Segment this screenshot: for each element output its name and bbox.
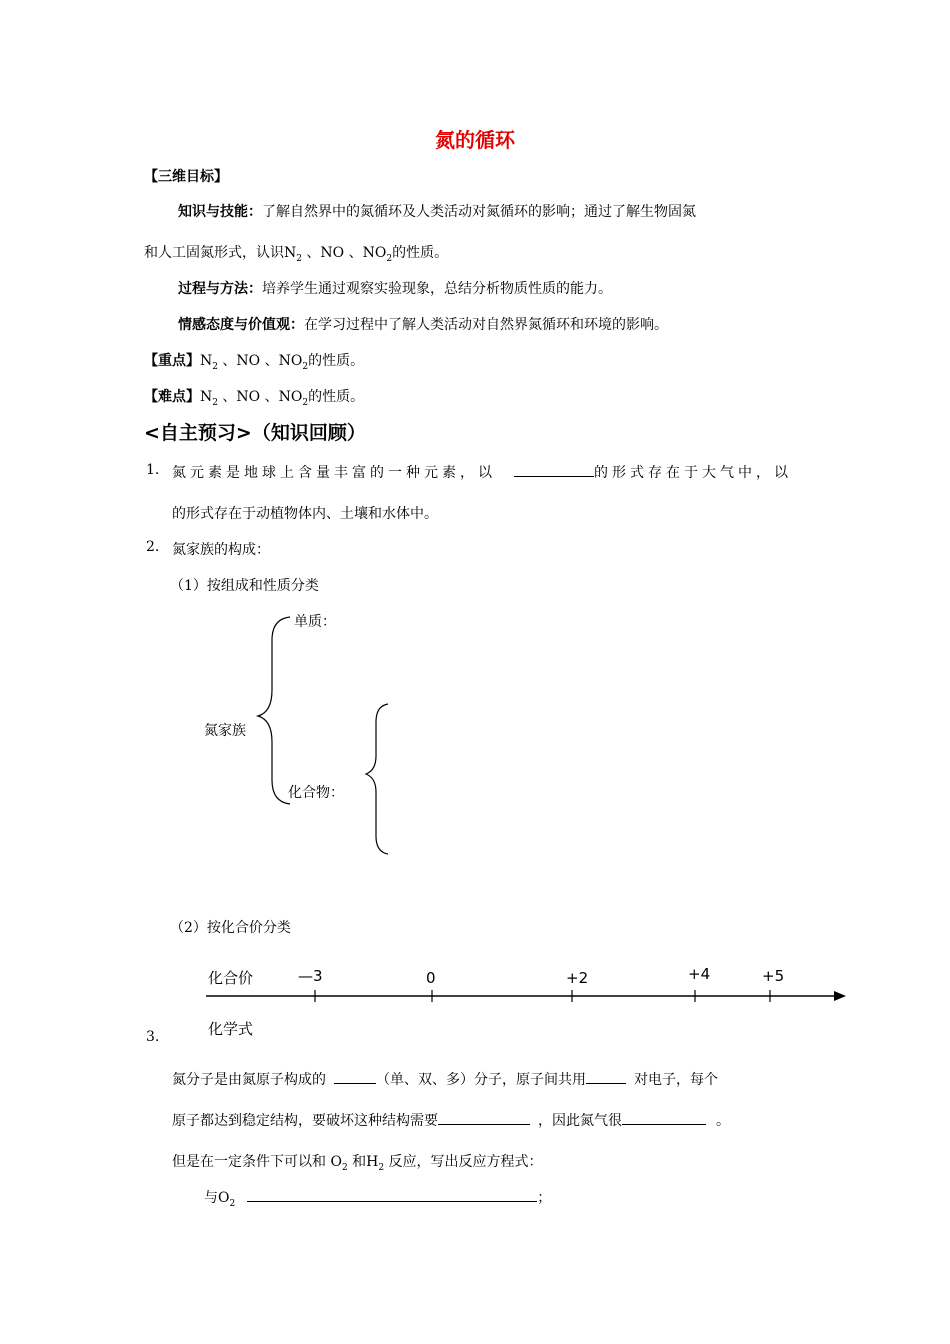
axis-arrow-icon [834, 991, 846, 1001]
knowledge-text-2c: 、NO 、NO [301, 245, 387, 261]
knowledge-sub-2: 2 [386, 253, 393, 264]
q3-blank-3[interactable] [438, 1110, 530, 1125]
q1-text-b: 的形式存在于大气中，以 [594, 465, 792, 481]
emotion-text: 在学习过程中了解人类活动对自然界氮循环和环境的影响。 [304, 317, 668, 333]
process-text: 培养学生通过观察实验现象，总结分析物质性质的能力。 [262, 281, 612, 297]
key-point-sub-a: 2 [212, 361, 218, 372]
knowledge-text-2a: 和人工固氮形式，认识N [144, 245, 297, 261]
preview-heading: <自主预习>（知识回顾） [144, 422, 366, 444]
difficult-point-sub-a: 2 [212, 397, 218, 408]
valence-label: 化合价 [208, 969, 254, 987]
knowledge-text-1: 了解自然界中的氮循环及人类活动对氮循环的影响；通过了解生物固氮 [262, 204, 696, 220]
q3-line-1 [172, 1069, 718, 1089]
valence-value-4: +5 [762, 967, 785, 985]
page-title: 氮的循环 [435, 128, 515, 152]
valence-value-3: +4 [688, 965, 711, 983]
emotion-label: 情感态度与价值观： [178, 317, 304, 333]
q2-sub2: （2）按化合价分类 [170, 920, 291, 936]
q2-sub1: （1）按组成和性质分类 [170, 578, 319, 594]
family-label: 氮家族 [204, 723, 246, 739]
q3-text-1c: 对电子，每个 [634, 1072, 718, 1088]
q2-number: 2. [146, 539, 160, 555]
q3-sub-3: 2 [229, 1198, 236, 1209]
q3-text-4end: ； [537, 1190, 552, 1206]
knowledge-sub-1: 2 [296, 253, 302, 264]
key-point-label: 【重点】 [144, 353, 200, 369]
q3-text-2c: 。 [716, 1113, 730, 1129]
q3-text-3b: 和H [347, 1154, 379, 1170]
q3-line-2 [172, 1110, 730, 1130]
valence-value-0: —3 [298, 967, 323, 985]
goals-heading: 【三维目标】 [144, 169, 228, 185]
key-point-text-b: 、NO 、NO [217, 353, 303, 369]
q3-line-4 [204, 1187, 551, 1209]
q3-text-3c: 反应，写出反应方程式： [384, 1154, 543, 1170]
knowledge-label: 知识与技能： [178, 204, 262, 220]
q3-number: 3. [146, 1029, 160, 1045]
q3-blank-1[interactable] [334, 1069, 376, 1084]
key-point-text-a: N [200, 353, 213, 369]
key-point-text-c: 的性质。 [308, 353, 365, 369]
q1-line-2: 的形式存在于动植物体内、土壤和水体中。 [172, 506, 438, 522]
q1-text-a: 氮元素是地球上含量丰富的一种元素，以 [172, 465, 496, 481]
q3-text-1b: （单、双、多）分子，原子间共用 [376, 1072, 586, 1088]
q3-blank-4[interactable] [622, 1110, 706, 1125]
q3-text-2a: 原子都达到稳定结构，要破坏这种结构需要 [172, 1113, 438, 1129]
difficult-point-sub-b: 2 [302, 397, 309, 408]
valence-value-2: +2 [566, 969, 589, 987]
compound-label: 化合物： [288, 785, 344, 801]
knowledge-text-2e: 的性质。 [392, 245, 449, 261]
key-point-sub-b: 2 [302, 361, 309, 372]
q3-blank-2[interactable] [586, 1069, 626, 1084]
difficult-point-text-b: 、NO 、NO [217, 389, 303, 405]
q3-text-4a: 与O [204, 1190, 230, 1206]
q3-sub-2: 2 [378, 1162, 385, 1173]
element-label: 单质： [294, 614, 336, 630]
q3-sub-1: 2 [341, 1162, 348, 1173]
q3-text-2b: ，因此氮气很 [538, 1113, 622, 1129]
difficult-point-text-c: 的性质。 [308, 389, 365, 405]
q3-blank-5[interactable] [247, 1187, 537, 1202]
q2-text: 氮家族的构成： [172, 542, 270, 558]
q3-line-3 [172, 1151, 543, 1173]
difficult-point-text-a: N [200, 389, 213, 405]
difficult-point-label: 【难点】 [144, 389, 200, 405]
valence-value-1: 0 [426, 969, 436, 987]
q3-text-1a: 氮分子是由氮原子构成的 [172, 1072, 326, 1088]
q3-text-3a: 但是在一定条件下可以和 O [172, 1154, 342, 1170]
process-label: 过程与方法： [178, 281, 262, 297]
q1-number: 1. [146, 462, 160, 478]
formula-label: 化学式 [208, 1020, 254, 1038]
